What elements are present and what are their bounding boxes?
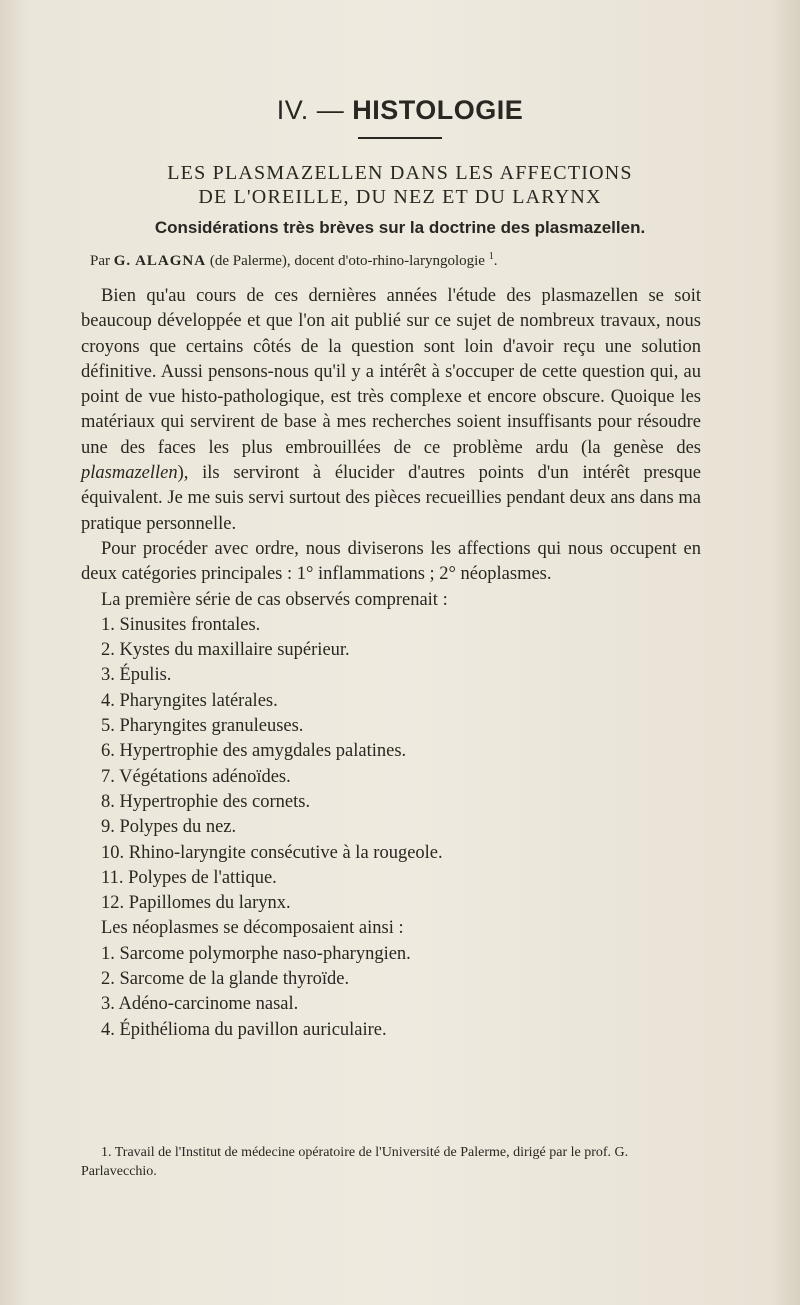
footnote-mark: 1 — [488, 251, 494, 262]
section-heading — [0, 95, 800, 126]
byline: Par G. ALAGNA (de Palerme), docent d'oto-rhino-laryngologie $^1$. — [90, 251, 498, 269]
article-title-line-1: LES PLASMAZELLEN DANS LES AFFECTIONS — [167, 162, 633, 184]
footnote — [81, 1143, 701, 1181]
paragraph-intro — [81, 284, 701, 537]
byline-prefix: Par — [90, 253, 110, 269]
list-item: 12. Papillomes du larynx. — [101, 893, 291, 914]
list-item: 3. Adéno-carcinome nasal. — [101, 994, 299, 1015]
list-item: 11. Polypes de l'attique. — [101, 867, 277, 888]
section-name: HISTOLOGIE — [352, 95, 524, 125]
list-item: 4. Pharyngites latérales. — [101, 690, 278, 711]
paragraph-intro-text-a: Bien qu'au cours de ces dernières années l'étude des plasmazellen se soit beaucoup développée et que l'on ait publié sur ce sujet de nombreux travaux, nous croyons que certains côtés de la question sont loin d'avoir reçu une solution définitive. Aussi pensons-nous qu'il y a intérêt à s'occuper de cette question qui, au point de vue histo-pathologique, est très complexe et encore obscure. Quoique les matériaux qui servirent de base à mes recherches soient insuffisants pour résoudre une des faces les plus embrouillées de ce problème ardu (la genèse des — [81, 286, 701, 458]
list-item: 6. Hypertrophie des amygdales palatines. — [101, 741, 407, 762]
list-item: 8. Hypertrophie des cornets. — [101, 791, 311, 812]
list-item: 5. Pharyngites granuleuses. — [101, 716, 304, 737]
list-item: 3. Épulis. — [101, 665, 172, 686]
section-number: IV. — — [276, 95, 345, 125]
list-item: 9. Polypes du nez. — [101, 817, 237, 838]
list-item: 2. Sarcome de la glande thyroïde. — [101, 969, 350, 990]
article-body — [81, 284, 701, 1043]
inflammations-list — [81, 613, 701, 917]
list-item: 4. Épithélioma du pavillon auriculaire. — [101, 1019, 387, 1040]
list-item: 7. Végétations adénoïdes. — [101, 766, 291, 787]
author-affiliation: (de Palerme), docent d'oto-rhino-laryngologie — [209, 253, 485, 269]
author-name: G. ALAGNA — [113, 253, 207, 269]
heading-rule — [358, 137, 442, 139]
paragraph-intro-italic: plasmazellen — [81, 463, 178, 484]
neoplasms-list — [81, 942, 701, 1043]
article-title-line-2: DE L'OREILLE, DU NEZ ET DU LARYNX — [198, 186, 602, 208]
paragraph-method: Pour procéder avec ordre, nous diviserons les affections qui nous occupent en deux catégories principales : 1° inflammations ; 2° néoplasmes. — [81, 538, 701, 585]
paragraph-neoplasms: Les néoplasmes se décomposaient ainsi : — [101, 918, 404, 939]
list-item: 1. Sinusites frontales. — [101, 614, 261, 635]
paragraph-intro-text-b: ), ils serviront à élucider d'autres points d'un intérêt presque équivalent. Je me suis servi surtout des pièces recueillies pendant deux ans dans ma pratique personnelle. — [81, 463, 701, 534]
paragraph-first-series: La première série de cas observés comprenait : — [101, 589, 448, 610]
list-item: 2. Kystes du maxillaire supérieur. — [101, 640, 350, 661]
footnote-text: 1. Travail de l'Institut de médecine opératoire de l'Université de Palerme, dirigé par le prof. G. Parlavecchio. — [81, 1145, 629, 1179]
list-item: 10. Rhino-laryngite consécutive à la rougeole. — [101, 842, 443, 863]
list-item: 1. Sarcome polymorphe naso-pharyngien. — [101, 943, 411, 964]
article-subtitle: Considérations très brèves sur la doctrine des plasmazellen. — [154, 218, 646, 237]
